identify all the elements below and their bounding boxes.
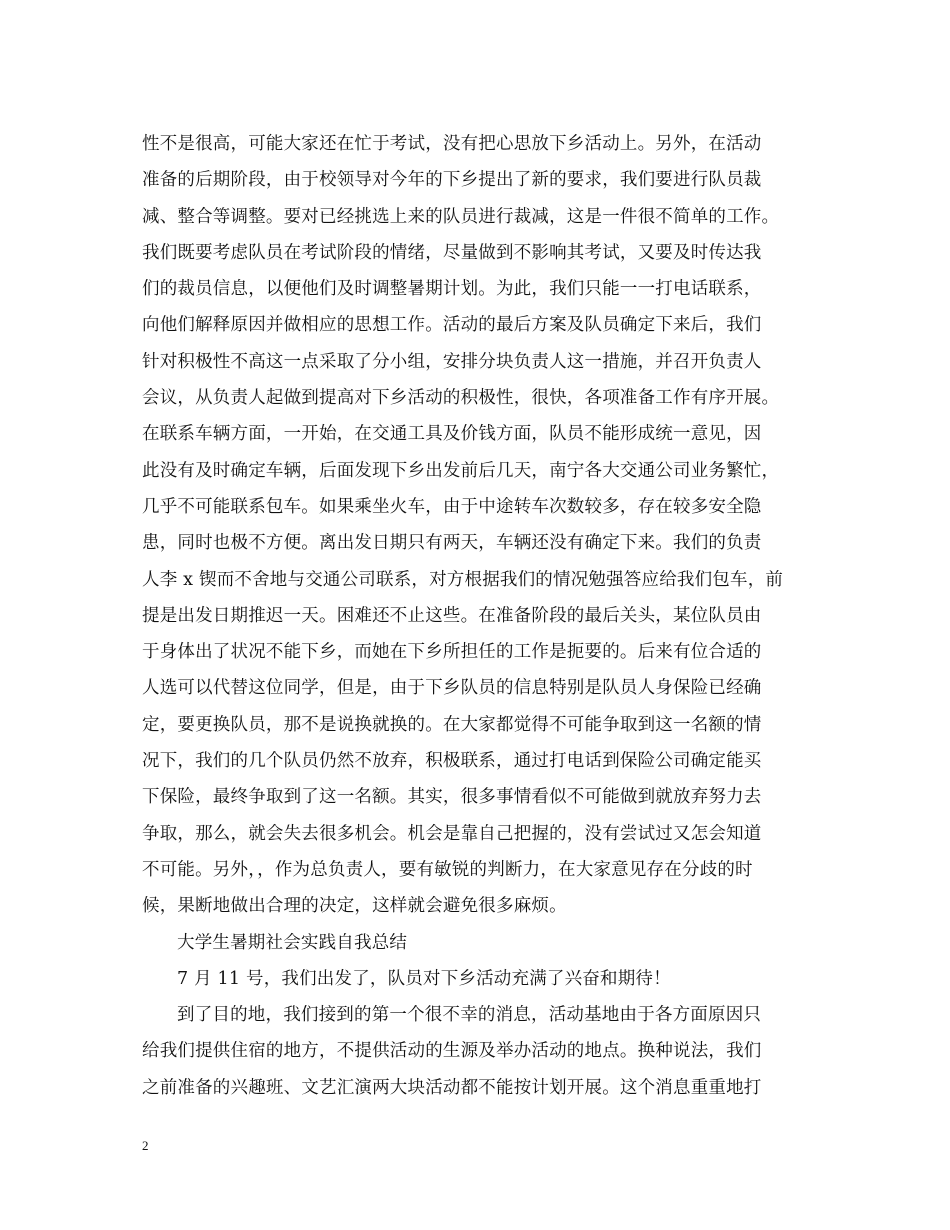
paragraph-line: 人李 x 锲而不舍地与交通公司联系，对方根据我们的情况勉强答应给我们包车，前	[142, 569, 784, 590]
section-heading: 大学生暑期社会实践自我总结	[177, 932, 408, 953]
page-number: 2	[142, 1138, 149, 1153]
paragraph-line: 到了目的地，我们接到的第一个很不幸的消息，活动基地由于各方面原因只	[177, 1005, 762, 1026]
paragraph-line: 7 月 11 号，我们出发了，队员对下乡活动充满了兴奋和期待！	[177, 968, 671, 989]
body-text	[142, 126, 814, 1106]
paragraph-line: 性不是很高，可能大家还在忙于考试，没有把心思放下乡活动上。另外，在活动	[142, 134, 762, 154]
paragraph-line: 针对积极性不高这一点采取了分小组，安排分块负责人这一措施，并召开负责人	[142, 351, 762, 372]
paragraph-line: 于身体出了状况不能下乡，而她在下乡所担任的工作是扼要的。后来有位合适的	[142, 642, 762, 663]
paragraph-line: 定，要更换队员，那不是说换就换的。在大家都觉得不可能争取到这一名额的情	[142, 714, 762, 735]
paragraph-line: 在联系车辆方面，一开始，在交通工具及价钱方面，队员不能形成统一意见，因	[142, 424, 762, 445]
paragraph-line: 提是出发日期推迟一天。困难还不止这些。在准备阶段的最后关头，某位队员由	[142, 605, 762, 626]
paragraph-line: 之前准备的兴趣班、文艺汇演两大块活动都不能按计划开展。这个消息重重地打	[142, 1077, 762, 1098]
paragraph-line: 减、整合等调整。要对已经挑选上来的队员进行裁减，这是一件很不简单的工作。	[142, 206, 780, 227]
paragraph-line: 此没有及时确定车辆，后面发现下乡出发前后几天，南宁各大交通公司业务繁忙，	[142, 460, 780, 481]
paragraph-line: 准备的后期阶段，由于校领导对今年的下乡提出了新的要求，我们要进行队员裁	[142, 170, 762, 191]
paragraph-line: 向他们解释原因并做相应的思想工作。活动的最后方案及队员确定下来后，我们	[142, 315, 762, 336]
paragraph-line: 患，同时也极不方便。离出发日期只有两天，车辆还没有确定下来。我们的负责	[142, 533, 762, 554]
paragraph-line: 争取，那么，就会失去很多机会。机会是靠自己把握的，没有尝试过又怎会知道	[142, 823, 762, 844]
paragraph-line: 候，果断地做出合理的决定，这样就会避免很多麻烦。	[142, 896, 567, 917]
paragraph-line: 不可能。另外，，作为总负责人，要有敏锐的判断力，在大家意见存在分歧的时	[142, 859, 753, 880]
paragraph-line: 给我们提供住宿的地方，不提供活动的生源及举办活动的地点。换种说法，我们	[142, 1041, 762, 1062]
paragraph-line: 况下，我们的几个队员仍然不放弃，积极联系，通过打电话到保险公司确定能买	[142, 751, 762, 772]
paragraph-line: 们的裁员信息，以便他们及时调整暑期计划。为此，我们只能一一打电话联系，	[142, 279, 762, 300]
paragraph-line: 人选可以代替这位同学，但是，由于下乡队员的信息特别是队员人身保险已经确	[142, 678, 762, 699]
paragraph-line: 下保险，最终争取到了这一名额。其实，很多事情看似不可能做到就放弃努力去	[142, 787, 762, 808]
paragraph-line: 几乎不可能联系包车。如果乘坐火车，由于中途转车次数较多，存在较多安全隐	[142, 496, 762, 517]
paragraph-line: 会议，从负责人起做到提高对下乡活动的积极性，很快，各项准备工作有序开展。	[142, 388, 780, 409]
paragraph-line: 我们既要考虑队员在考试阶段的情绪，尽量做到不影响其考试，又要及时传达我	[142, 242, 762, 263]
